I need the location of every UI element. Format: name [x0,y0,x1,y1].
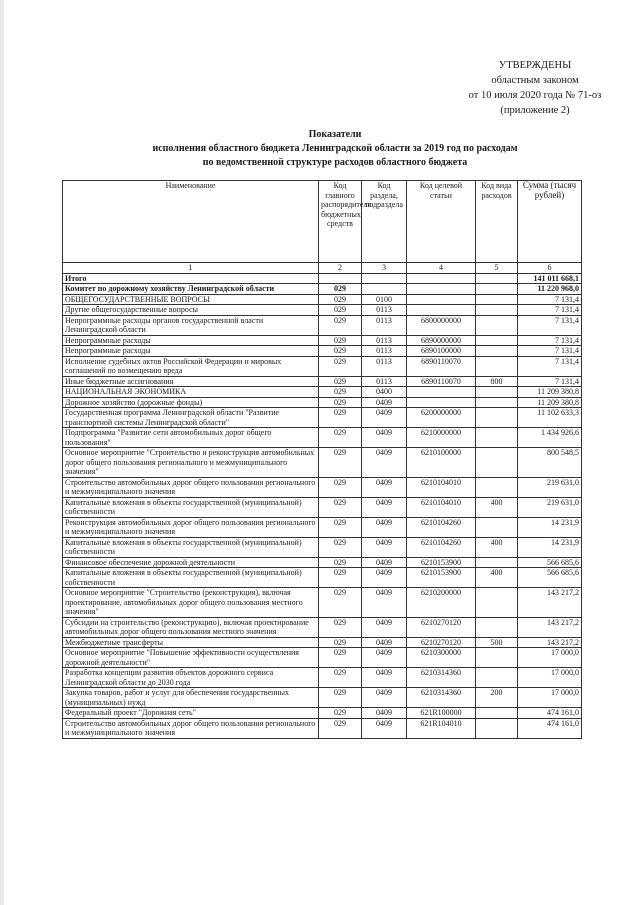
table-row [63,537,582,557]
cell-name: Капитальные вложения в объекты государственной (муниципальной) собственности [63,497,319,517]
approval-line-1: УТВЕРЖДЕНЫ [498,60,572,71]
cell-cs: 6210153900 [407,557,476,568]
cell-vr [476,397,518,408]
cell-sum: 14 231,9 [518,517,582,537]
cell-vr [476,477,518,497]
cell-cs: 6210314360 [407,668,476,688]
cell-gr: 029 [319,688,362,708]
cell-rz: 0409 [362,448,407,478]
table-row [63,376,582,387]
cell-gr: 029 [319,557,362,568]
cell-sum: 141 011 668,1 [518,273,582,284]
cell-sum: 219 631,0 [518,477,582,497]
table-row [63,718,582,738]
cell-rz: 0409 [362,408,407,428]
cell-sum: 7 131,4 [518,356,582,376]
column-number: 2 [319,263,362,274]
cell-rz: 0400 [362,387,407,398]
cell-vr [476,448,518,478]
cell-sum: 17 000,0 [518,688,582,708]
cell-gr: 029 [319,428,362,448]
column-number: 3 [362,263,407,274]
table-body [63,263,582,739]
cell-cs [407,387,476,398]
title-line-3: по ведомственной структуре расходов областного бюджета [202,157,468,168]
table-row [63,617,582,637]
header-sum: Сумма (тысяч рублей) [518,181,582,263]
cell-rz: 0113 [362,315,407,335]
cell-gr: 029 [319,537,362,557]
cell-name: НАЦИОНАЛЬНАЯ ЭКОНОМИКА [63,387,319,398]
cell-vr [476,346,518,357]
table-row [63,637,582,648]
cell-sum: 143 217,2 [518,637,582,648]
cell-sum: 11 209 380,8 [518,387,582,398]
table-row [63,517,582,537]
document-title [80,128,590,170]
table-row [63,568,582,588]
cell-gr: 029 [319,477,362,497]
cell-rz: 0409 [362,648,407,668]
table-row [63,397,582,408]
table-row [63,477,582,497]
cell-name: ОБЩЕГОСУДАРСТВЕННЫЕ ВОПРОСЫ [63,294,319,305]
cell-vr [476,557,518,568]
cell-cs: 6800000000 [407,315,476,335]
table-row [63,294,582,305]
cell-rz: 0409 [362,617,407,637]
approval-stamp [440,58,630,118]
table-row [63,387,582,398]
cell-gr: 029 [319,568,362,588]
cell-cs: 6890110070 [407,356,476,376]
cell-cs: 6210104260 [407,537,476,557]
column-number-row [63,263,582,274]
cell-vr: 500 [476,637,518,648]
cell-name: Основное мероприятие "Строительство (реконструкция), включая проектирование, автомобильных дорог общего пользования местного значения" [63,588,319,618]
cell-cs: 6890110070 [407,376,476,387]
cell-cs: 6210104010 [407,497,476,517]
cell-vr [476,273,518,284]
approval-line-2: областным законом [491,75,579,86]
cell-vr [476,617,518,637]
cell-cs: 6890100000 [407,346,476,357]
cell-sum: 14 231,9 [518,537,582,557]
column-number: 1 [63,263,319,274]
cell-gr: 029 [319,708,362,719]
cell-name: Иные бюджетные ассигнования [63,376,319,387]
cell-rz: 0113 [362,346,407,357]
cell-rz: 0409 [362,668,407,688]
cell-name: Основное мероприятие "Строительство и реконструкция автомобильных дорог общего пользования регионального и межмуниципального значения" [63,448,319,478]
table-row [63,688,582,708]
table-row [63,557,582,568]
cell-name: Итого [63,273,319,284]
table-row [63,428,582,448]
cell-gr [319,273,362,284]
cell-name: Закупка товаров, работ и услуг для обеспечения государственных (муниципальных) нужд [63,688,319,708]
cell-sum: 17 000,0 [518,648,582,668]
cell-name: Капитальные вложения в объекты государственной (муниципальной) собственности [63,537,319,557]
cell-vr [476,294,518,305]
cell-sum: 7 131,4 [518,305,582,316]
cell-vr [476,517,518,537]
column-number: 4 [407,263,476,274]
cell-name: Непрограммные расходы [63,335,319,346]
cell-cs: 6210270120 [407,637,476,648]
cell-sum: 17 000,0 [518,668,582,688]
cell-sum: 566 685,6 [518,557,582,568]
cell-sum: 566 685,6 [518,568,582,588]
cell-gr: 029 [319,648,362,668]
cell-sum: 143 217,2 [518,617,582,637]
cell-gr: 029 [319,517,362,537]
table-row [63,588,582,618]
cell-sum: 143 217,2 [518,588,582,618]
cell-sum: 7 131,4 [518,294,582,305]
cell-gr: 029 [319,387,362,398]
cell-cs: 6210104260 [407,517,476,537]
cell-cs: 6200000000 [407,408,476,428]
cell-vr [476,356,518,376]
cell-sum: 7 131,4 [518,376,582,387]
table-row [63,356,582,376]
table-row [63,346,582,357]
cell-rz: 0409 [362,688,407,708]
cell-rz: 0409 [362,557,407,568]
cell-vr: 800 [476,376,518,387]
cell-cs: 6210314360 [407,688,476,708]
cell-gr: 029 [319,397,362,408]
cell-rz: 0113 [362,305,407,316]
cell-gr: 029 [319,335,362,346]
cell-sum: 11 209 380,8 [518,397,582,408]
cell-vr [476,315,518,335]
cell-cs: 6210104010 [407,477,476,497]
cell-vr [476,588,518,618]
cell-rz: 0113 [362,376,407,387]
cell-cs: 6210153900 [407,568,476,588]
cell-rz: 0409 [362,397,407,408]
cell-name: Субсидии на строительство (реконструкцию), включая проектирование автомобильных дорог общего пользования местного значения [63,617,319,637]
cell-cs: 6210000000 [407,428,476,448]
cell-gr: 029 [319,346,362,357]
cell-vr: 200 [476,688,518,708]
cell-rz: 0409 [362,428,407,448]
scan-edge [0,0,4,905]
cell-name: Финансовое обеспечение дорожной деятельности [63,557,319,568]
cell-cs: 6210300000 [407,648,476,668]
cell-gr: 029 [319,448,362,478]
cell-name: Разработка концепции развития объектов дорожного сервиса Ленинградской области до 2030 года [63,668,319,688]
cell-gr: 029 [319,588,362,618]
cell-gr: 029 [319,356,362,376]
cell-gr: 029 [319,284,362,295]
approval-line-4: (приложение 2) [500,105,570,116]
cell-vr [476,648,518,668]
table-row [63,648,582,668]
cell-vr [476,387,518,398]
title-line-1: Показатели [308,129,362,140]
budget-table [62,180,582,739]
cell-sum: 474 161,0 [518,708,582,719]
cell-name: Дорожное хозяйство (дорожные фонды) [63,397,319,408]
cell-sum: 11 102 633,3 [518,408,582,428]
column-number: 6 [518,263,582,274]
table-row [63,668,582,688]
header-gr-code: Код главного распорядителя бюджетных средств [319,181,362,263]
cell-cs [407,305,476,316]
cell-rz: 0409 [362,708,407,719]
cell-sum: 11 220 968,0 [518,284,582,295]
cell-name: Непрограммные расходы органов государственной власти Ленинградской области [63,315,319,335]
cell-gr: 029 [319,315,362,335]
cell-name: Федеральный проект "Дорожная сеть" [63,708,319,719]
cell-rz: 0409 [362,517,407,537]
cell-cs [407,294,476,305]
cell-rz: 0113 [362,335,407,346]
cell-name: Основное мероприятие "Повышение эффективности осуществления дорожной деятельности" [63,648,319,668]
cell-name: Строительство автомобильных дорог общего пользования регионального и межмуниципального значения [63,477,319,497]
title-line-2: исполнения областного бюджета Ленинградской области за 2019 год по расходам [152,143,518,154]
cell-cs [407,273,476,284]
table-row [63,708,582,719]
cell-sum: 7 131,4 [518,315,582,335]
cell-name: Комитет по дорожному хозяйству Ленинградской области [63,284,319,295]
cell-gr: 029 [319,617,362,637]
table-row [63,408,582,428]
cell-gr: 029 [319,637,362,648]
cell-cs: 621R104010 [407,718,476,738]
cell-cs: 6890000000 [407,335,476,346]
cell-cs [407,284,476,295]
cell-name: Другие общегосударственные вопросы [63,305,319,316]
cell-gr: 029 [319,497,362,517]
cell-gr: 029 [319,376,362,387]
cell-gr: 029 [319,408,362,428]
cell-vr: 400 [476,537,518,557]
table-row [63,315,582,335]
cell-vr [476,428,518,448]
cell-sum: 474 161,0 [518,718,582,738]
approval-line-3: от 10 июля 2020 года № 71-оз [468,90,602,101]
cell-vr [476,718,518,738]
cell-cs [407,397,476,408]
cell-sum: 219 631,0 [518,497,582,517]
cell-name: Подпрограмма "Развитие сети автомобильных дорог общего пользования" [63,428,319,448]
cell-name: Исполнение судебных актов Российской Федерации и мировых соглашений по возмещению вреда [63,356,319,376]
cell-name: Капитальные вложения в объекты государственной (муниципальной) собственности [63,568,319,588]
cell-vr [476,708,518,719]
cell-name: Непрограммные расходы [63,346,319,357]
cell-cs: 621R100000 [407,708,476,719]
cell-name: Строительство автомобильных дорог общего пользования регионального и межмуниципального значения [63,718,319,738]
cell-name: Реконструкция автомобильных дорог общего пользования регионального и межмуниципального значения [63,517,319,537]
cell-vr [476,284,518,295]
cell-gr: 029 [319,294,362,305]
cell-gr: 029 [319,718,362,738]
cell-cs: 6210100000 [407,448,476,478]
cell-rz: 0409 [362,477,407,497]
cell-sum: 1 434 926,6 [518,428,582,448]
table-row [63,273,582,284]
cell-rz: 0409 [362,497,407,517]
cell-rz: 0113 [362,356,407,376]
cell-sum: 800 548,5 [518,448,582,478]
header-target-code: Код целевой статьи [407,181,476,263]
cell-rz: 0409 [362,637,407,648]
table-row [63,335,582,346]
table-row [63,448,582,478]
cell-vr [476,305,518,316]
cell-gr: 029 [319,305,362,316]
cell-rz: 0409 [362,568,407,588]
cell-vr [476,335,518,346]
cell-rz [362,273,407,284]
cell-name: Государственная программа Ленинградской области "Развитие транспортной системы Ленинградской области" [63,408,319,428]
cell-rz: 0409 [362,588,407,618]
cell-rz [362,284,407,295]
header-section-code: Код раздела, подраздела [362,181,407,263]
cell-rz: 0100 [362,294,407,305]
cell-cs: 6210200000 [407,588,476,618]
header-name: Наименование [63,181,319,263]
cell-cs: 6210270120 [407,617,476,637]
header-expense-type-code: Код вида расходов [476,181,518,263]
cell-vr: 400 [476,568,518,588]
cell-vr: 400 [476,497,518,517]
cell-vr [476,408,518,428]
table-row [63,497,582,517]
cell-gr: 029 [319,668,362,688]
cell-vr [476,668,518,688]
cell-name: Межбюджетные трансферты [63,637,319,648]
cell-rz: 0409 [362,718,407,738]
cell-sum: 7 131,4 [518,346,582,357]
column-number: 5 [476,263,518,274]
table-row [63,284,582,295]
cell-rz: 0409 [362,537,407,557]
cell-sum: 7 131,4 [518,335,582,346]
table-row [63,305,582,316]
